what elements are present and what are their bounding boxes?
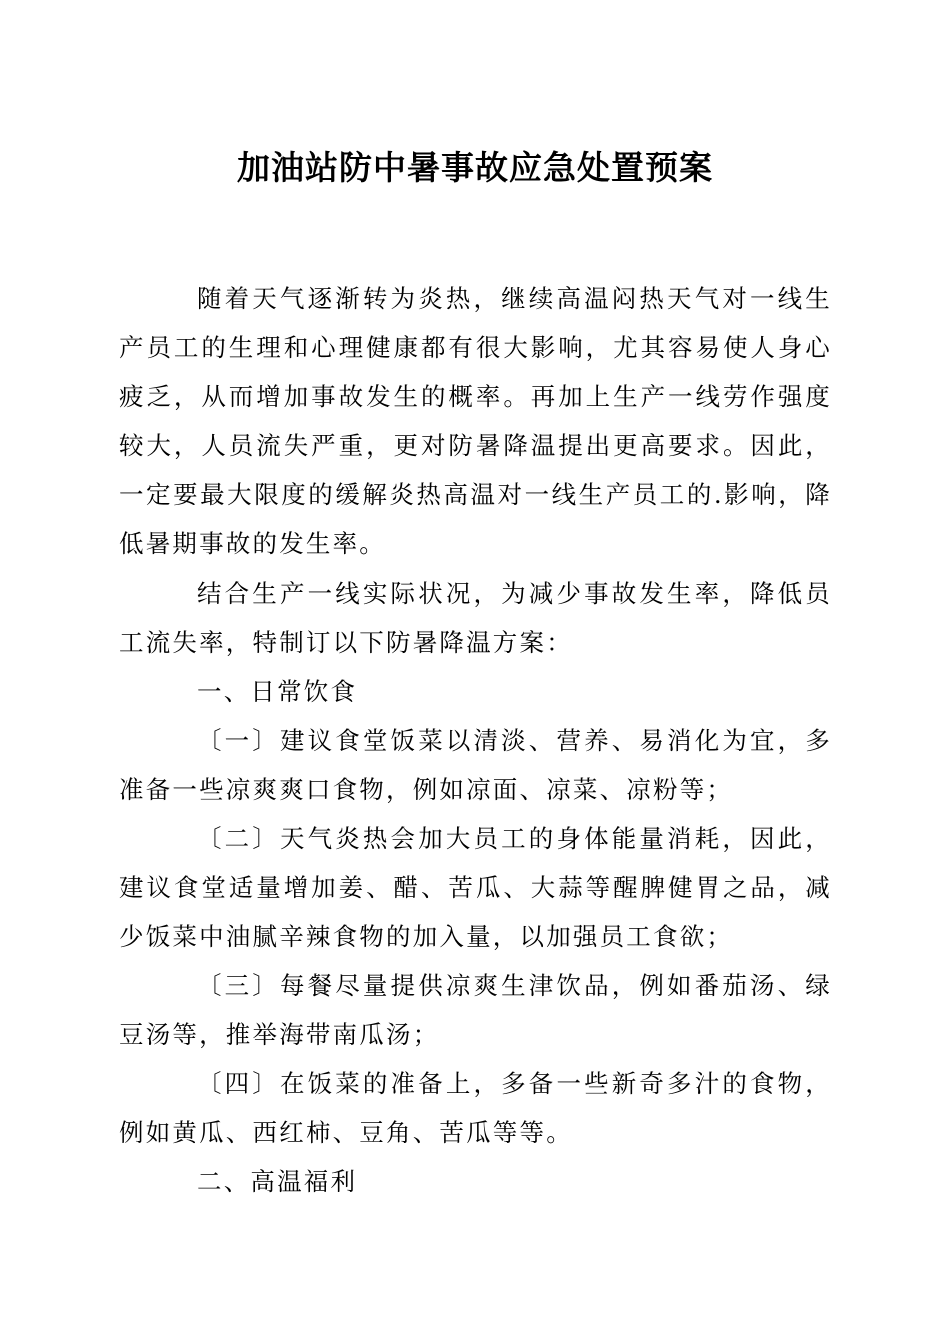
section-heading-heat-welfare: 二、高温福利	[197, 1167, 358, 1196]
document-title: 加油站防中暑事故应急处置预案	[237, 148, 713, 187]
intro-paragraph: 随着天气逐渐转为炎热，继续高温闷热天气对一线生产员工的生理和心理健康都有很大影响，尤其容易使人身心疲乏，从而增加事故发生的概率。再加上生产一线劳作强度较大，人员流失严重，更对防暑降温提出更高要求。因此，一定要最大限度的缓解炎热高温对一线生产员工的.影响，降低暑期事故的发生率。	[119, 284, 832, 558]
purpose-paragraph: 结合生产一线实际状况，为减少事故发生率，降低员工流失率，特制订以下防暑降温方案：	[119, 579, 832, 657]
diet-item-3: 〔三〕每餐尽量提供凉爽生津饮品，例如番茄汤、绿豆汤等，推举海带南瓜汤；	[119, 971, 832, 1049]
diet-item-1: 〔一〕建议食堂饭菜以清淡、营养、易消化为宜，多准备一些凉爽爽口食物，例如凉面、凉菜、凉粉等；	[119, 726, 832, 804]
section-heading-daily-diet: 一、日常饮食	[197, 677, 358, 706]
diet-item-2: 〔二〕天气炎热会加大员工的身体能量消耗，因此，建议食堂适量增加姜、醋、苦瓜、大蒜等醒脾健胃之品，减少饭菜中油腻辛辣食物的加入量，以加强员工食欲；	[119, 824, 832, 951]
diet-item-4: 〔四〕在饭菜的准备上，多备一些新奇多汁的食物，例如黄瓜、西红柿、豆角、苦瓜等等。	[119, 1069, 832, 1147]
